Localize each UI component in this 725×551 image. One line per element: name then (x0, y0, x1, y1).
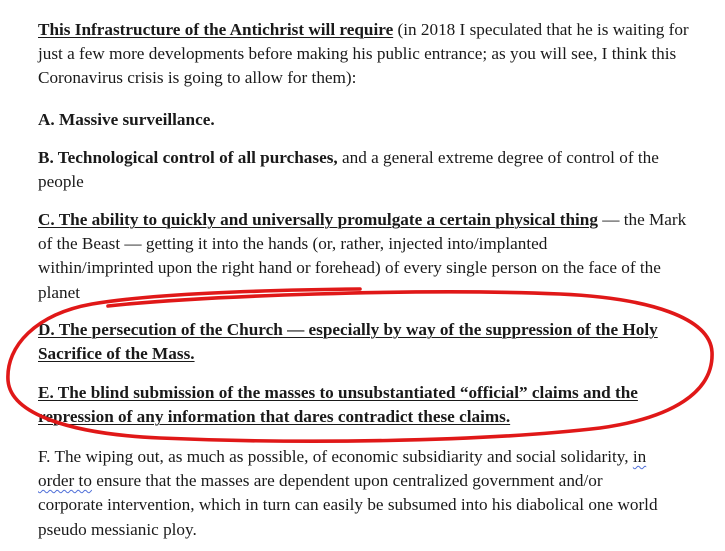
intro-line-2: just a few more developments before making his public entrance; as you will see, I think this (38, 44, 677, 64)
grammar-flag-in: in (632, 447, 647, 466)
item-f-line-2 (38, 469, 658, 493)
item-c-line-1 (38, 208, 686, 232)
item-e-line-1: E. The blind submission of the masses to unsubstantiated “official” claims and the (38, 383, 638, 402)
item-f-paragraph (38, 445, 658, 542)
item-d-line-1: D. The persecution of the Church — especially by way of the suppression of the Holy (38, 320, 658, 339)
item-f-text-start: F. The wiping out, as much as possible, of economic subsidiarity and social solidarity, (38, 447, 633, 466)
item-f-line-4: pseudo messianic ploy. (38, 519, 197, 539)
intro-text: (in 2018 I speculated that he is waiting for (393, 20, 689, 39)
item-c-heading: C. The ability to quickly and universally promulgate a certain physical thing (38, 210, 598, 229)
item-b-paragraph (38, 146, 659, 194)
intro-line-3: Coronavirus crisis is going to allow for them): (38, 68, 357, 88)
item-c-line-4: planet (38, 282, 80, 302)
intro-line-1 (38, 18, 689, 42)
item-b-heading: B. Technological control of all purchases, (38, 148, 338, 167)
item-e-line-2: repression of any information that dares contradict these claims. (38, 407, 511, 427)
item-e-paragraph (38, 381, 638, 429)
item-c-text: — the Mark (597, 210, 687, 229)
item-a-text: A. Massive surveillance. (38, 110, 215, 129)
intro-paragraph (38, 18, 689, 91)
item-c-line-3: within/imprinted upon the right hand or forehead) of every single person on the face of the (38, 258, 661, 278)
intro-heading: This Infrastructure of the Antichrist will require (38, 20, 394, 39)
item-c-paragraph (38, 208, 686, 305)
grammar-flag-order-to: order to (38, 471, 92, 491)
item-d-paragraph (38, 318, 658, 366)
item-f-line-1 (38, 445, 658, 469)
item-b-line-2: people (38, 172, 84, 192)
item-f-line-3: corporate intervention, which in turn can easily be subsumed into his diabolical one world (38, 495, 658, 515)
item-c-line-2: of the Beast — getting it into the hands (or, rather, injected into/implanted (38, 234, 548, 254)
item-f-text-rest: ensure that the masses are dependent upon centralized government and/or (91, 471, 603, 491)
item-b-text: and a general extreme degree of control of the (337, 148, 659, 167)
item-b-line-1 (38, 146, 659, 170)
item-a-paragraph (38, 108, 215, 132)
item-d-line-2: Sacrifice of the Mass. (38, 344, 195, 364)
